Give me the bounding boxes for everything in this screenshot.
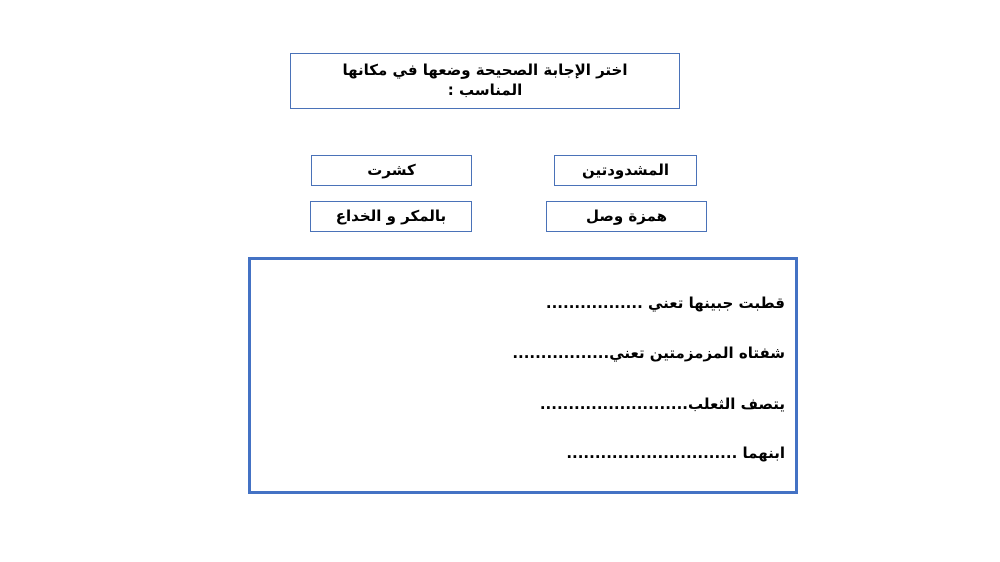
choice-label: كشرت [367,161,416,179]
choice-card[interactable] [310,201,472,232]
instruction-box [290,53,680,109]
choice-label: المشدودتين [581,161,670,179]
choice-card[interactable] [546,201,707,232]
answer-blank[interactable]: .............................. [566,444,738,462]
question-row [546,293,785,313]
questions-box [248,257,798,494]
question-text: ابنهما [737,444,785,462]
question-text: قطبت جبينها تعني [642,294,785,312]
choice-label: بالمكر و الخداع [335,207,447,225]
question-text: يتصف الثعلب [688,395,785,413]
answer-blank[interactable]: ................. [512,344,610,362]
question-row [540,394,785,414]
instruction-text: اختر الإجابة الصحيحة وضعها في مكانها المناسب : [342,61,628,99]
question-row [566,443,785,463]
choice-card[interactable] [311,155,472,186]
answer-blank[interactable]: .......................... [539,395,688,413]
answer-blank[interactable]: ................. [545,294,643,312]
question-row [512,343,785,363]
question-text: شفتاه المزمزمتين تعني [609,344,785,362]
choice-label: همزة وصل [585,207,668,225]
choice-card[interactable] [554,155,697,186]
